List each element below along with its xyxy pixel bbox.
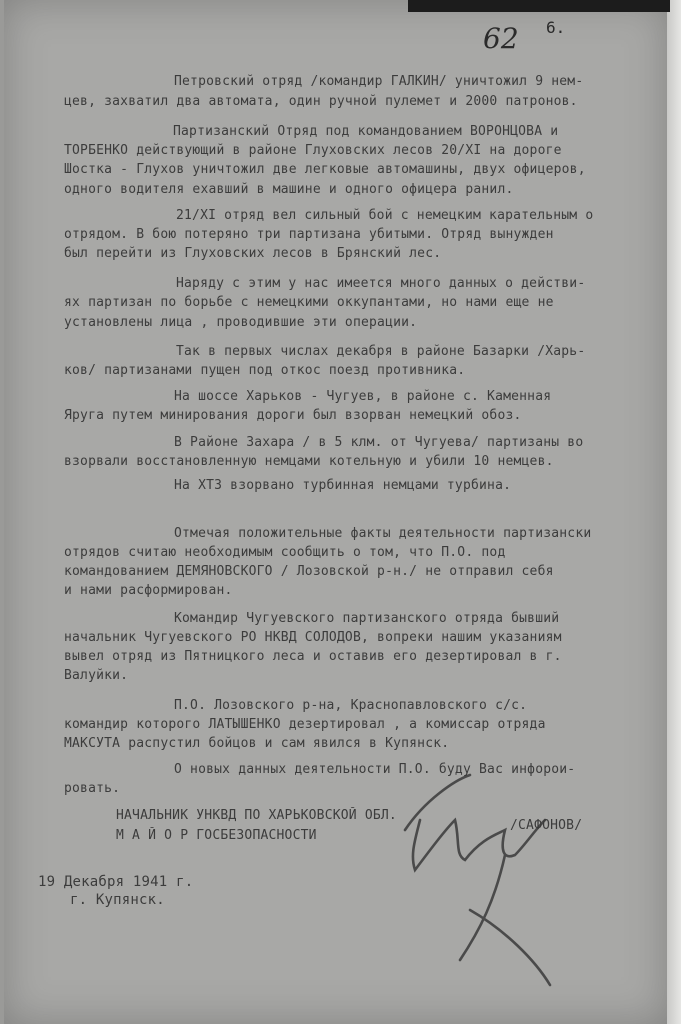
handwritten-archive-number: 62 [483,22,519,55]
page-edge [667,0,681,1024]
text-line: вывел отряд из Пятницкого леса и оставив его дезертировал в г. [64,649,562,664]
text-line: 21/XI отряд вел сильный бой с немецким карательным о [176,208,594,223]
page-number: 6. [546,18,566,37]
text-line: ровать. [64,781,121,796]
text-line: Наряду с этим у нас имеется много данных о действи- [176,276,586,291]
text-line: П.О. Лозовского р-на, Краснопавловского с/с. [174,698,528,713]
text-line: МАКСУТА распустил бойцов и сам явился в Купянск. [64,736,450,751]
text-line: Партизанский Отряд под командованием ВОРОНЦОВА и [173,124,559,139]
text-line: установлены лица , проводившие эти операции. [64,315,418,330]
text-line: На ХТЗ взорвано турбинная немцами турбина. [174,478,512,493]
text-line: Валуйки. [64,668,129,683]
document-date: 19 Декабря 1941 г. [38,874,194,890]
text-line: Петровский отряд /командир ГАЛКИН/ уничтожил 9 нем- [174,74,584,89]
text-line: ков/ партизанами пущен под откос поезд противника. [64,363,466,378]
handwritten-signature [385,760,585,1000]
text-line: О новых данных деятельности П.О. буду Вас инфорои- [174,762,576,777]
scan-top-bar [408,0,670,12]
text-line: взорвали восстановленную немцами котельную и убили 10 немцев. [64,454,554,469]
text-line: отрядом. В бою потеряно три партизана убитыми. Отряд вынужден [64,227,554,242]
text-line: На шоссе Харьков - Чугуев, в районе с. Каменная [174,389,552,404]
text-line: цев, захватил два автомата, один ручной пулемет и 2000 патронов. [64,94,578,109]
text-line: Яруга путем минирования дороги был взорван немецкий обоз. [64,408,522,423]
text-line: был перейти из Глуховских лесов в Брянский лес. [64,246,442,261]
signatory-name: /САФОНОВ/ [510,818,583,833]
signatory-title: НАЧАЛЬНИК УНКВД ПО ХАРЬКОВСКОЙ ОБЛ. [116,808,397,823]
text-line: командир которого ЛАТЫШЕНКО дезертировал , а комиссар отряда [64,717,546,732]
text-line: ях партизан по борьбе с немецкими оккупантами, но нами еще не [64,295,554,310]
document-place: г. Купянск. [70,892,165,908]
text-line: Шостка - Глухов уничтожил две легковые автомашины, двух офицеров, [64,162,586,177]
text-line: начальник Чугуевского РО НКВД СОЛОДОВ, вопреки нашим указаниям [64,630,562,645]
text-line: В Районе Захара / в 5 клм. от Чугуева/ партизаны во [174,435,584,450]
text-line: Так в первых числах декабря в районе Базарки /Харь- [176,344,586,359]
text-line: отрядов считаю необходимым сообщить о том, что П.О. под [64,545,506,560]
text-line: Командир Чугуевского партизанского отряда бывший [174,611,560,626]
text-line: Отмечая положительные факты деятельности партизански [174,526,592,541]
text-line: командованием ДЕМЯНОВСКОГО / Лозовской р-н./ не отправил себя [64,564,554,579]
text-line: ТОРБЕНКО действующий в районе Глуховских лесов 20/XI на дороге [64,143,562,158]
text-line: и нами расформирован. [64,583,233,598]
text-line: одного водителя ехавший в машине и одного офицера ранил. [64,182,514,197]
signatory-rank: М А Й О Р ГОСБЕЗОПАСНОСТИ [116,828,317,843]
